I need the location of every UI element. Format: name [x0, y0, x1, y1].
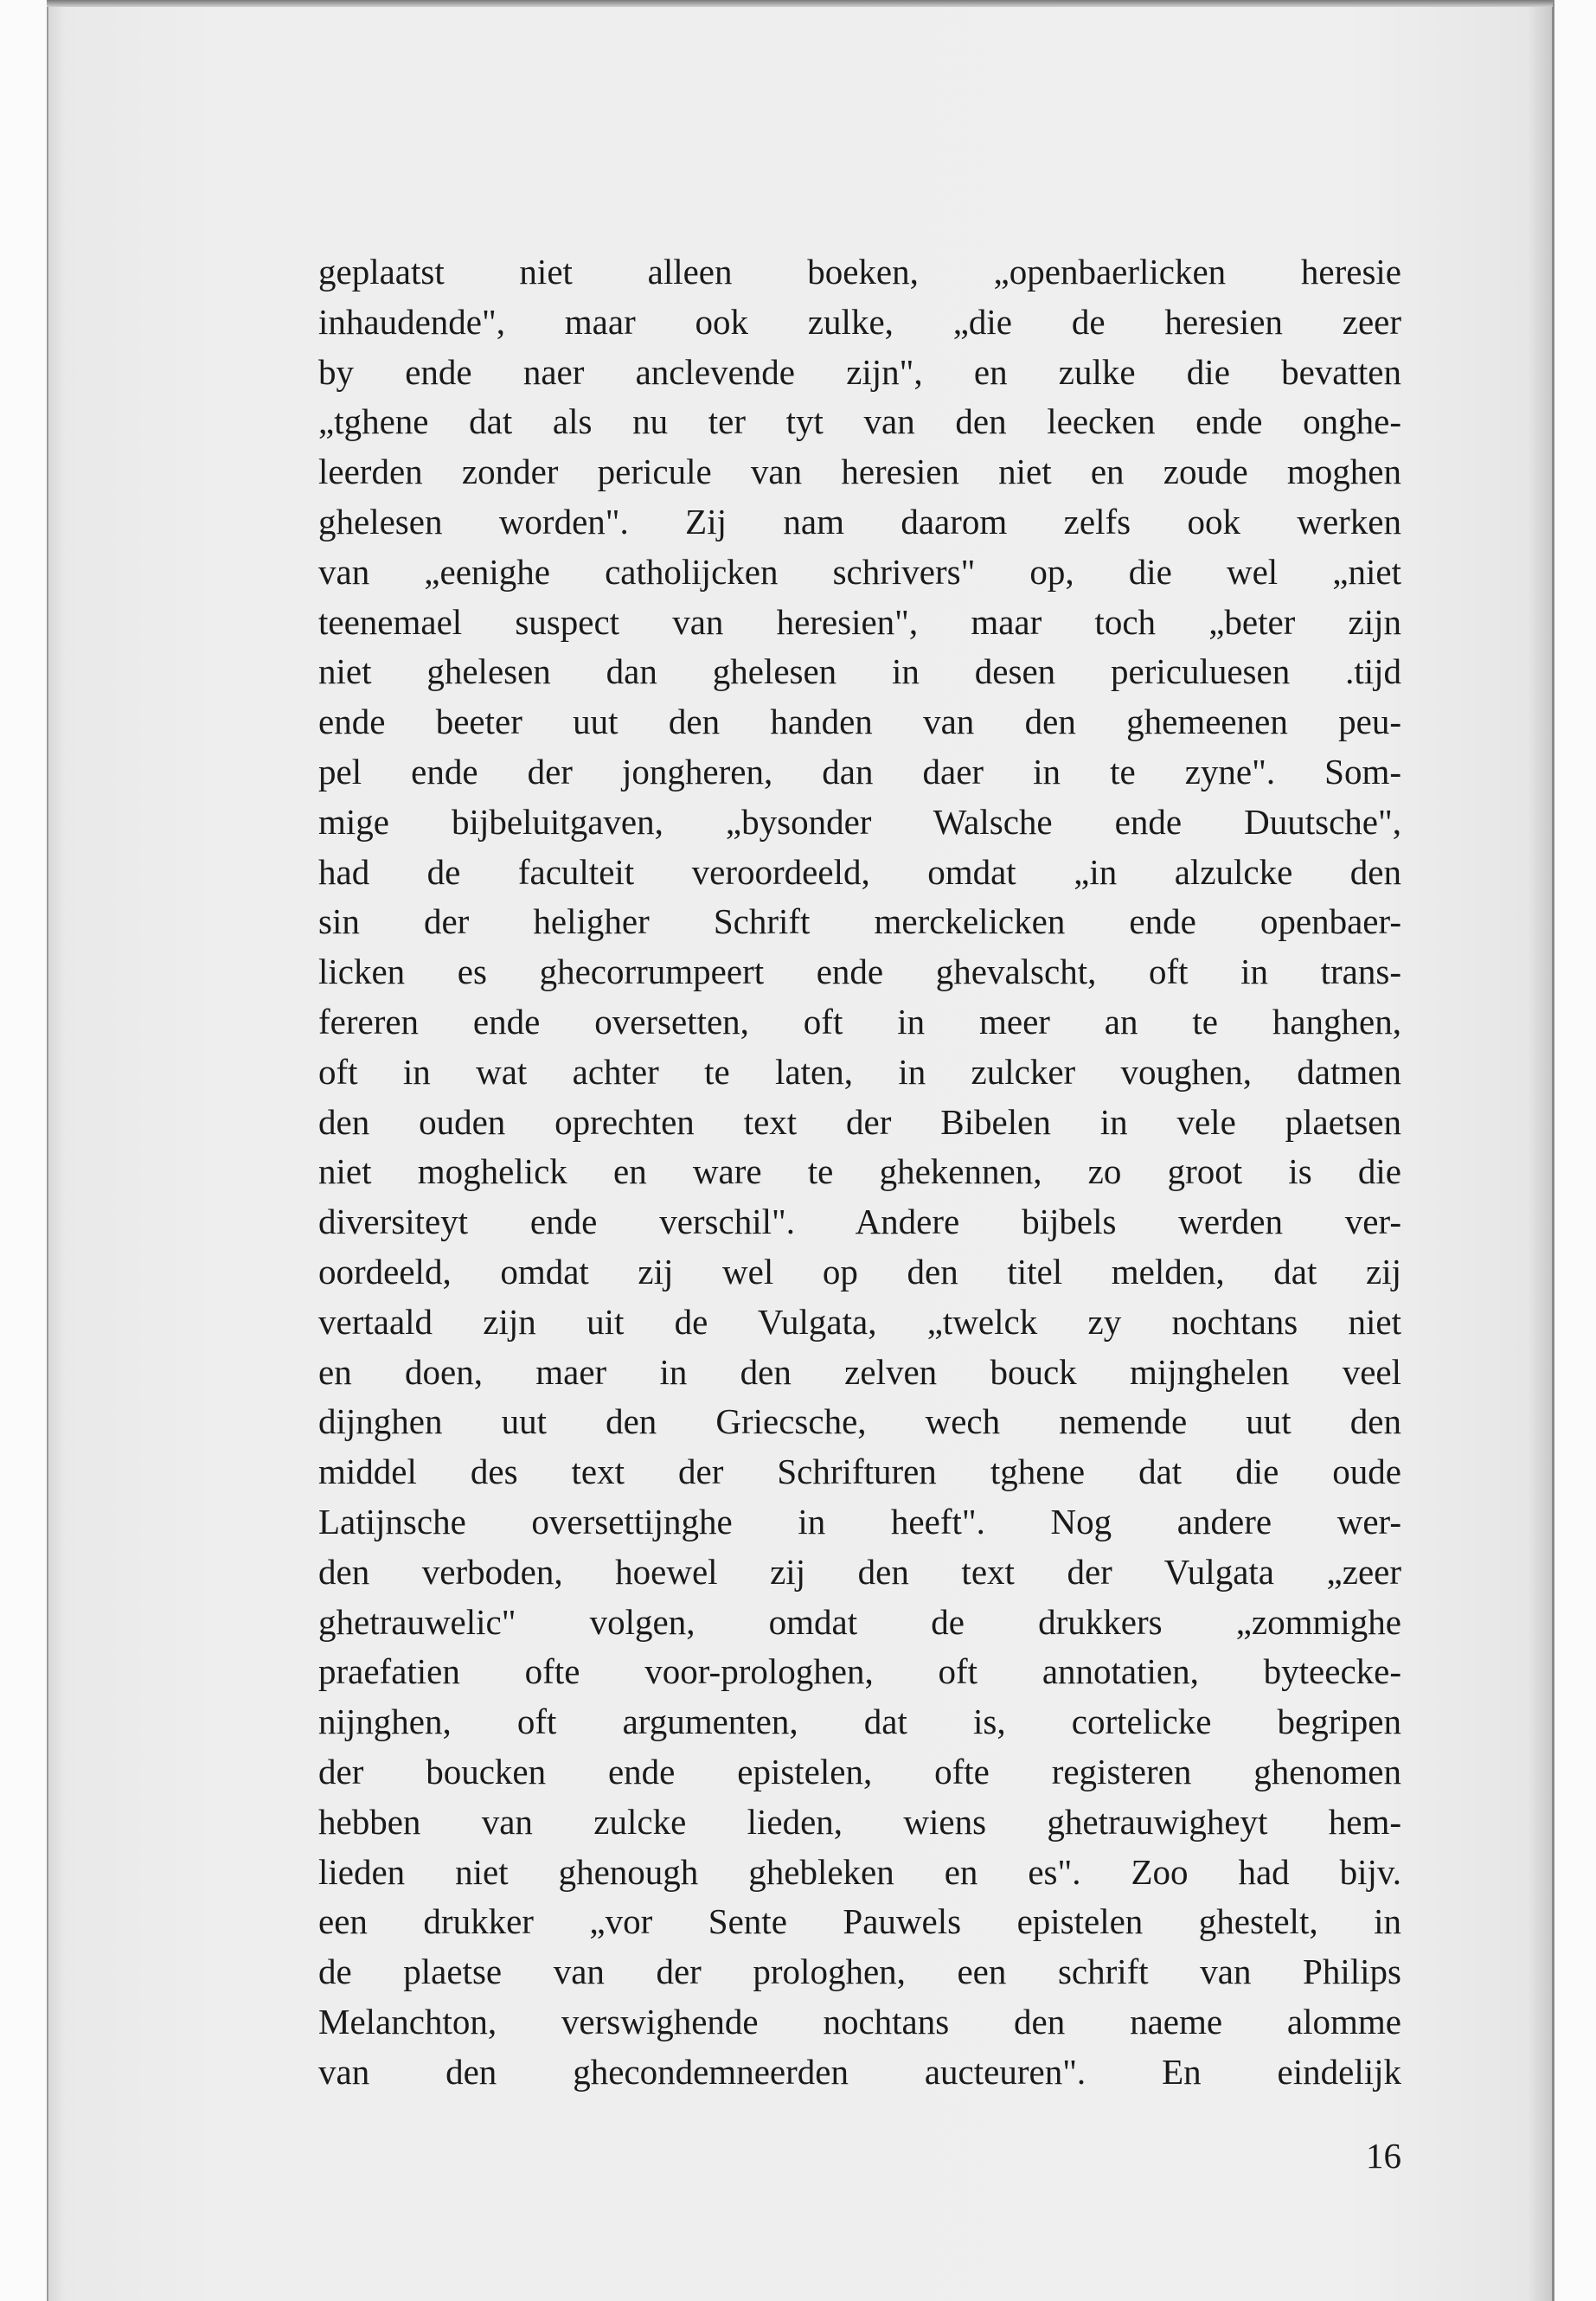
text-line: der boucken ende epistelen, ofte registeren ghenomen	[318, 1751, 1401, 1791]
text-line: ende beeter uut den handen van den ghemeenen peu-	[318, 702, 1401, 742]
text-line: „tghene dat als nu ter tyt van den leecken ende onghe-	[318, 401, 1401, 442]
text-line: nijnghen, oft argumenten, dat is, cortelicke begripen	[318, 1702, 1401, 1742]
text-line: fereren ende oversetten, oft in meer an te hanghen,	[318, 1001, 1401, 1042]
page-number: 16	[1366, 2136, 1401, 2176]
text-line: een drukker „vor Sente Pauwels epistelen ghestelt, in	[318, 1901, 1401, 1942]
text-line: diversiteyt ende verschil". Andere bijbels werden ver-	[318, 1202, 1401, 1242]
text-line: leerden zonder pericule van heresien niet en zoude moghen	[318, 452, 1401, 492]
text-line: niet ghelesen dan ghelesen in desen periculuesen .tijd	[318, 651, 1401, 692]
text-line: licken es ghecorrumpeert ende ghevalscht, oft in trans-	[318, 952, 1401, 992]
text-line: inhaudende", maar ook zulke, „die de heresien zeer	[318, 301, 1401, 342]
text-line: teenemael suspect van heresien", maar toch „beter zijn	[318, 601, 1401, 642]
text-line: had de faculteit veroordeeld, omdat „in alzulcke den	[318, 851, 1401, 892]
text-line: hebben van zulcke lieden, wiens ghetrauwigheyt hem-	[318, 1801, 1401, 1842]
text-line: by ende naer anclevende zijn", en zulke die bevatten	[318, 351, 1401, 392]
text-line: sin der heligher Schrift merckelicken ende openbaer-	[318, 901, 1401, 942]
page-top-edge	[47, 0, 1553, 7]
text-line: ghelesen worden". Zij nam daarom zelfs ook werken	[318, 501, 1401, 542]
text-line: Melanchton, verswighende nochtans den naeme alomme	[318, 2001, 1401, 2041]
text-line: mige bijbeluitgaven, „bysonder Walsche ende Duutsche",	[318, 801, 1401, 842]
text-line: van den ghecondemneerden aucteuren". En eindelijk	[318, 2051, 1401, 2092]
text-line: vertaald zijn uit de Vulgata, „twelck zy nochtans niet	[318, 1301, 1401, 1342]
text-line: en doen, maer in den zelven bouck mijnghelen veel	[318, 1351, 1401, 1392]
text-line: Latijnsche oversettijnghe in heeft". Nog andere wer-	[318, 1501, 1401, 1541]
text-line: oordeeld, omdat zij wel op den titel melden, dat zij	[318, 1251, 1401, 1292]
text-line: oft in wat achter te laten, in zulcker voughen, datmen	[318, 1051, 1401, 1092]
text-line: van „eenighe catholijcken schrivers" op, die wel „niet	[318, 551, 1401, 592]
text-line: lieden niet ghenough ghebleken en es". Zoo had bijv.	[318, 1851, 1401, 1892]
body-text	[318, 247, 1401, 2097]
text-line: den verboden, hoewel zij den text der Vulgata „zeer	[318, 1551, 1401, 1592]
text-line: pel ende der jongheren, dan daer in te zyne". Som-	[318, 751, 1401, 792]
text-line: geplaatst niet alleen boeken, „openbaerlicken heresie	[318, 252, 1401, 292]
text-line: middel des text der Schrifturen tghene dat die oude	[318, 1452, 1401, 1492]
text-line: den ouden oprechten text der Bibelen in vele plaetsen	[318, 1101, 1401, 1142]
text-line: dijnghen uut den Griecsche, wech nemende uut den	[318, 1401, 1401, 1442]
text-line: ghetrauwelic" volgen, omdat de drukkers „zommighe	[318, 1601, 1401, 1642]
text-line: praefatien ofte voor-prologhen, oft annotatien, byteecke-	[318, 1651, 1401, 1692]
text-line: de plaetse van der prologhen, een schrift van Philips	[318, 1952, 1401, 1992]
text-line: niet moghelick en ware te ghekennen, zo groot is die	[318, 1151, 1401, 1192]
